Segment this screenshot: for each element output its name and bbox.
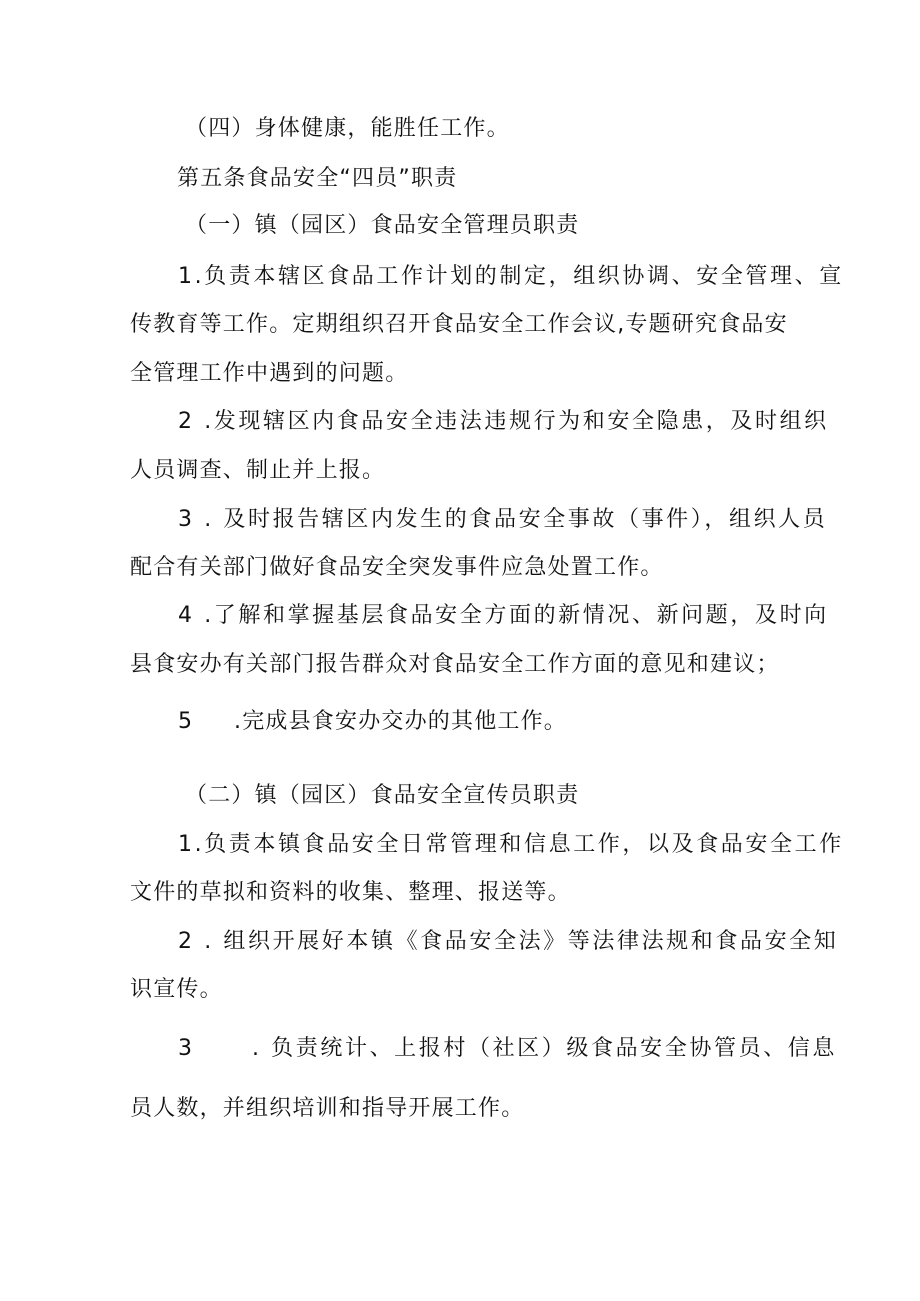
section-1-item-4-line-2: 县食安办有关部门报告群众对食品安全工作方面的意见和建议； <box>130 652 780 677</box>
section-2-item-3-line-2: 员人数，并组织培训和指导开展工作。 <box>130 1096 525 1121</box>
section-1-item-5-number: 5 <box>178 709 194 734</box>
section-1-item-3-line-1: 3 . 及时报告辖区内发生的食品安全事故（事件），组织人员 <box>178 507 828 532</box>
section-1-item-1-line-2: 传教育等工作。定期组织召开食品安全工作会议,专题研究食品安 <box>130 312 788 337</box>
section-2-heading: （二）镇（园区）食品安全宣传员职责 <box>185 783 580 808</box>
section-2-item-3-number: 3 <box>178 1036 195 1061</box>
section-2-item-2-line-1: 2 . 组织开展好本镇《食品安全法》等法律法规和食品安全知 <box>178 929 839 954</box>
section-1-item-2-line-1: 2 .发现辖区内食品安全违法违规行为和安全隐患，及时组织 <box>178 409 829 434</box>
section-1-item-5-text: .完成县食安办交办的其他工作。 <box>234 709 567 734</box>
section-2-item-2-line-2: 识宣传。 <box>130 977 223 1002</box>
section-1-item-5 <box>178 707 567 737</box>
item-4-health: （四）身体健康，能胜任工作。 <box>185 116 510 141</box>
section-1-item-4-line-1: 4 .了解和掌握基层食品安全方面的新情况、新问题，及时向 <box>178 603 829 628</box>
section-2-item-1-line-2: 文件的草拟和资料的收集、整理、报送等。 <box>130 880 571 905</box>
article-5-title: 第五条食品安全“四员”职责 <box>177 166 458 191</box>
section-2-item-3-line-1 <box>178 1034 837 1064</box>
section-1-item-3-line-2: 配合有关部门做好食品安全突发事件应急处置工作。 <box>130 555 664 580</box>
section-1-heading: （一）镇（园区）食品安全管理员职责 <box>185 213 580 238</box>
section-1-item-1-line-1: 1.负责本辖区食品工作计划的制定，组织协调、安全管理、宣 <box>178 264 844 289</box>
section-2-item-3-text: . 负责统计、上报村（社区）级食品安全协管员、信息 <box>252 1036 837 1061</box>
section-1-item-2-line-2: 人员调查、制止并上报。 <box>130 458 386 483</box>
section-2-item-1-line-1: 1.负责本镇食品安全日常管理和信息工作，以及食品安全工作 <box>178 832 844 857</box>
section-1-item-1-line-3: 全管理工作中遇到的问题。 <box>130 361 409 386</box>
